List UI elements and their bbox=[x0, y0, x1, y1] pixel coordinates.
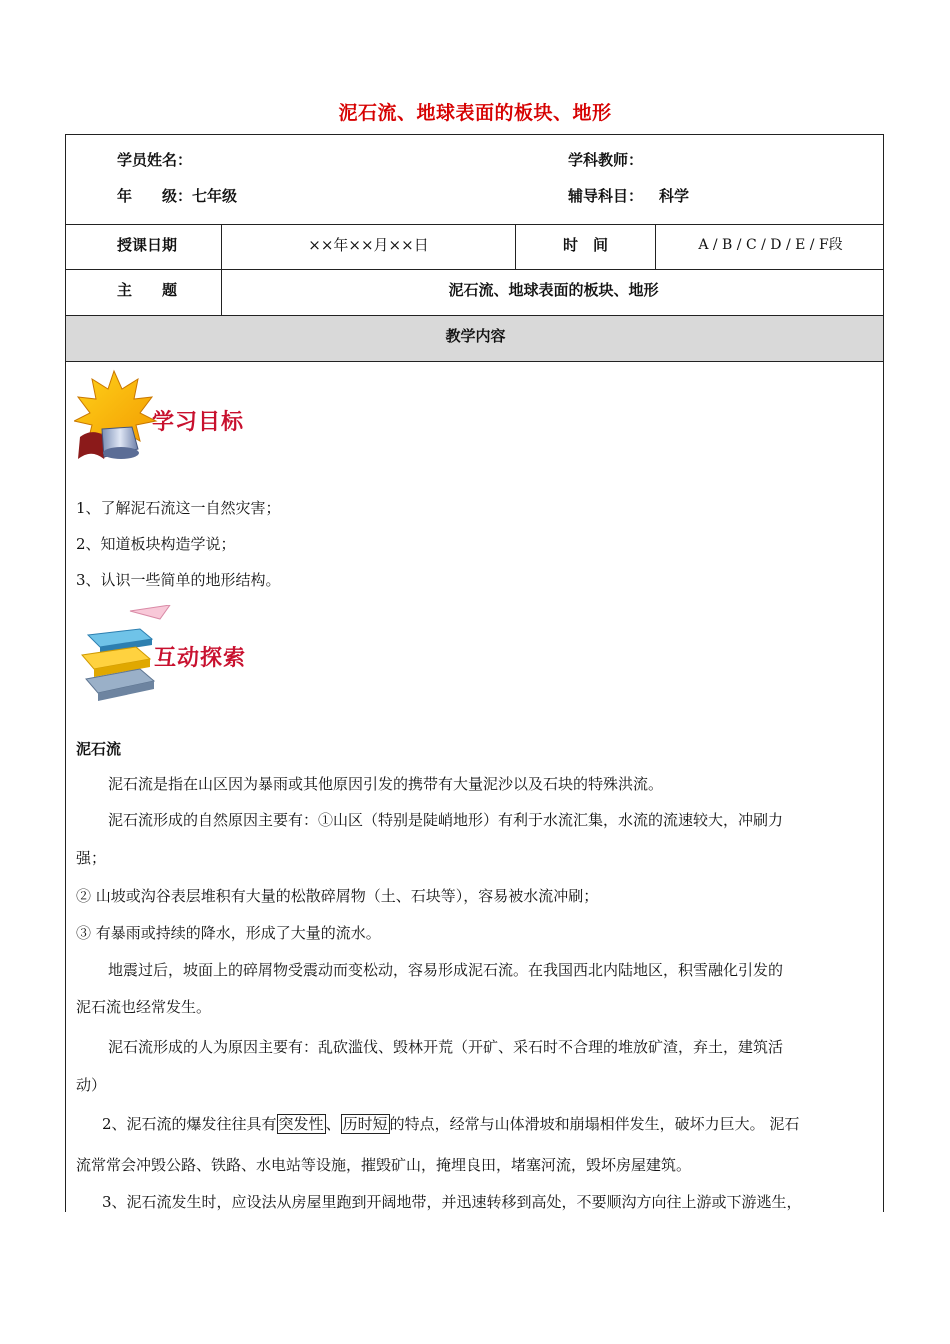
time-value: A / B / C / D / E / F段 bbox=[698, 237, 843, 253]
date-value: ××年××月××日 bbox=[308, 236, 429, 254]
paragraph-human-causes-cont: 动） bbox=[76, 1076, 107, 1094]
goal-item-3: 3、认识一些简单的地形结构。 bbox=[76, 571, 281, 589]
interactive-explore-badge bbox=[74, 605, 274, 705]
learning-goals-heading: 学习目标 bbox=[152, 410, 245, 435]
paragraph-definition: 泥石流是指在山区因为暴雨或其他原因引发的携带有大量泥沙以及石块的特殊洪流。 bbox=[108, 775, 664, 793]
grade-label: 年 级：七年级 bbox=[117, 187, 238, 205]
paragraph-characteristics-cont: 流常常会冲毁公路、铁路、水电站等设施，摧毁矿山，掩埋良田，堵塞河流，毁坏房屋建筑。 bbox=[76, 1156, 692, 1174]
document-title: 泥石流、地球表面的板块、地形 bbox=[338, 102, 612, 124]
learning-goals-badge bbox=[74, 367, 274, 467]
topic-label: 主 题 bbox=[117, 281, 178, 299]
date-label: 授课日期 bbox=[117, 236, 178, 254]
text-span: 的特点，经常与山体滑坡和崩塌相伴发生，破坏力巨大。 泥石 bbox=[389, 1115, 800, 1133]
student-name-label: 学员姓名： bbox=[117, 151, 193, 169]
content-header: 教学内容 bbox=[445, 327, 506, 345]
paragraph-cause-3: ③ 有暴雨或持续的降水，形成了大量的流水。 bbox=[76, 924, 381, 942]
time-label: 时 间 bbox=[562, 236, 608, 254]
row-divider bbox=[66, 224, 883, 225]
teacher-label: 学科教师： bbox=[568, 151, 644, 169]
section-heading: 泥石流 bbox=[76, 740, 122, 758]
subject-label: 辅导科目： bbox=[568, 187, 644, 205]
row-divider bbox=[66, 361, 883, 362]
paragraph-earthquake-cont: 泥石流也经常发生。 bbox=[76, 998, 212, 1016]
keyword-sudden: 突发性 bbox=[278, 1115, 324, 1133]
paragraph-earthquake: 地震过后，坡面上的碎屑物受震动而变松动，容易形成泥石流。在我国西北内陆地区，积雪融化引发的 bbox=[108, 961, 784, 979]
paragraph-human-causes: 泥石流形成的人为原因主要有：乱砍滥伐、毁林开荒（开矿、采石时不合理的堆放矿渣，弃土，建筑活 bbox=[108, 1038, 784, 1056]
goal-item-2: 2、知道板块构造学说； bbox=[76, 535, 236, 553]
paragraph-cause-2: ② 山坡或沟谷表层堆积有大量的松散碎屑物（土、石块等），容易被水流冲刷； bbox=[76, 887, 599, 905]
subject-value: 科学 bbox=[659, 187, 690, 205]
paragraph-characteristics bbox=[76, 1115, 871, 1134]
goal-item-1: 1、了解泥石流这一自然灾害； bbox=[76, 499, 281, 517]
keyword-short-duration: 历时短 bbox=[342, 1115, 388, 1133]
paragraph-escape: 3、泥石流发生时，应设法从房屋里跑到开阔地带，并迅速转移到高处，不要顺沟方向往上游或下游逃生， bbox=[102, 1193, 802, 1211]
topic-value: 泥石流、地球表面的板块、地形 bbox=[448, 281, 659, 299]
text-span: 、 bbox=[325, 1115, 341, 1133]
lesson-table bbox=[65, 134, 884, 1212]
interactive-explore-heading: 互动探索 bbox=[154, 646, 247, 671]
paragraph-natural-causes-cont: 强； bbox=[76, 849, 107, 867]
row-divider bbox=[66, 269, 883, 270]
paragraph-natural-causes: 泥石流形成的自然原因主要有：①山区（特别是陡峭地形）有利于水流汇集，水流的流速较大，冲刷力 bbox=[108, 811, 784, 829]
text-span: 2、泥石流的爆发往往具有 bbox=[102, 1115, 277, 1133]
